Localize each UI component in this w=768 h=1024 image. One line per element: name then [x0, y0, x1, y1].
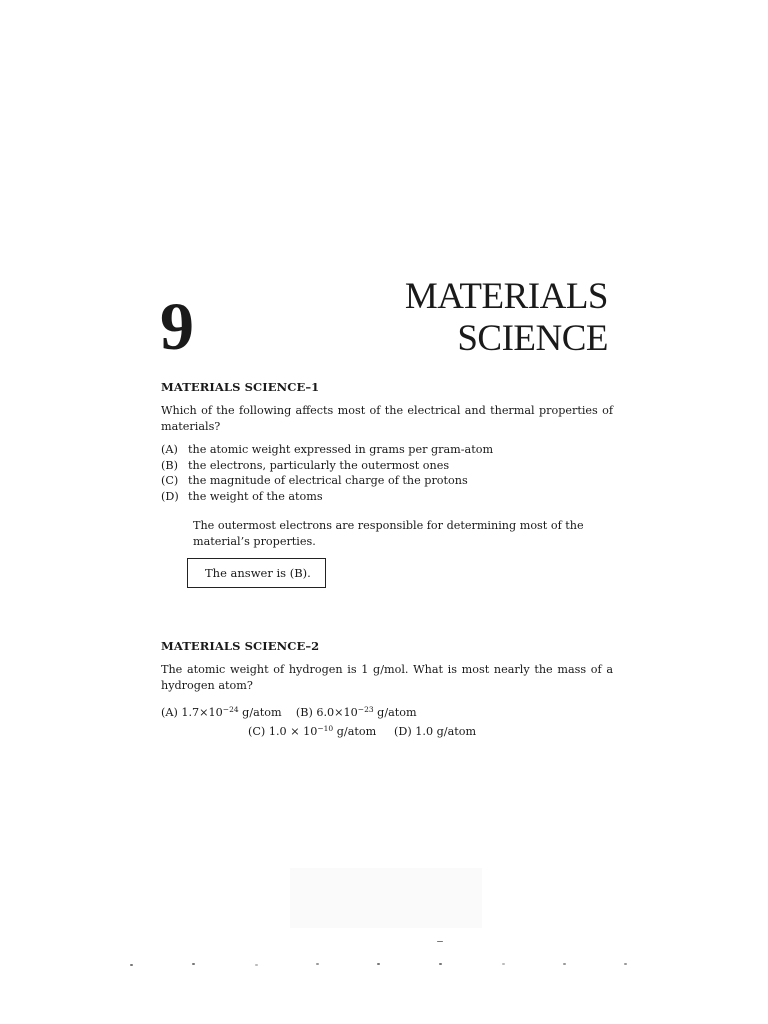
option-unit: g/atom	[436, 725, 477, 738]
option-unit: g/atom	[377, 706, 417, 719]
option-a	[161, 442, 493, 458]
scan-speck	[130, 964, 133, 966]
option-exponent: −10	[317, 724, 334, 733]
scan-speck	[437, 941, 443, 942]
option-d	[394, 725, 476, 738]
option-mantissa: 1.7×10	[181, 706, 223, 719]
option-a	[161, 706, 285, 719]
scan-speck	[502, 963, 505, 965]
option-text: the electrons, particularly the outermost ones	[188, 458, 450, 472]
option-letter: (D)	[394, 725, 412, 738]
option-unit: g/atom	[336, 725, 377, 738]
option-letter: (D)	[161, 489, 179, 503]
option-letter: (A)	[161, 706, 178, 719]
option-exponent: −23	[357, 705, 374, 714]
option-mantissa: 1.0 × 10	[268, 725, 318, 738]
problem-1-heading: MATERIALS SCIENCE–1	[161, 380, 320, 394]
option-mantissa: 6.0×10	[316, 706, 358, 719]
scan-speck	[316, 963, 319, 965]
option-d	[161, 489, 493, 505]
option-letter: (C)	[248, 725, 266, 738]
scan-smudge	[290, 868, 482, 928]
scan-speck	[255, 964, 258, 966]
option-text: the atomic weight expressed in grams per gram-atom	[188, 443, 494, 456]
option-exponent: −24	[222, 705, 239, 714]
chapter-title-line-1: MATERIALS	[404, 276, 608, 317]
chapter-number: 9	[160, 288, 193, 364]
option-mantissa: 1.0	[415, 725, 434, 738]
chapter-title	[380, 276, 608, 360]
problem-2-heading: MATERIALS SCIENCE–2	[161, 639, 320, 653]
problem-1-stem: Which of the following affects most of the electrical and thermal properties of materials?	[161, 404, 613, 433]
option-c	[161, 473, 493, 489]
option-text: the weight of the atoms	[188, 489, 323, 503]
scan-speck	[192, 963, 195, 965]
problem-1-explanation: The outermost electrons are responsible for determining most of the material’s properties.	[193, 519, 584, 548]
scan-speck	[624, 963, 627, 965]
option-letter: (B)	[295, 706, 313, 719]
problem-2-stem: The atomic weight of hydrogen is 1 g/mol. What is most nearly the mass of a hydrogen atom?	[161, 663, 613, 692]
option-c	[248, 725, 380, 738]
problem-2-options-row-2	[248, 725, 476, 738]
scan-speck	[377, 963, 380, 965]
option-b	[296, 706, 417, 719]
problem-2-options-row-1	[161, 706, 417, 719]
option-letter: (C)	[161, 474, 179, 487]
scan-speck	[563, 963, 566, 965]
chapter-title-line-2: SCIENCE	[457, 318, 608, 359]
option-b	[161, 458, 493, 474]
option-unit: g/atom	[242, 706, 282, 719]
option-text: the magnitude of electrical charge of the protons	[188, 474, 468, 487]
answer-box: The answer is (B).	[187, 558, 326, 588]
problem-1-options	[161, 442, 493, 504]
option-letter: (A)	[161, 443, 178, 456]
option-letter: (B)	[161, 458, 178, 472]
scan-speck	[439, 963, 442, 965]
